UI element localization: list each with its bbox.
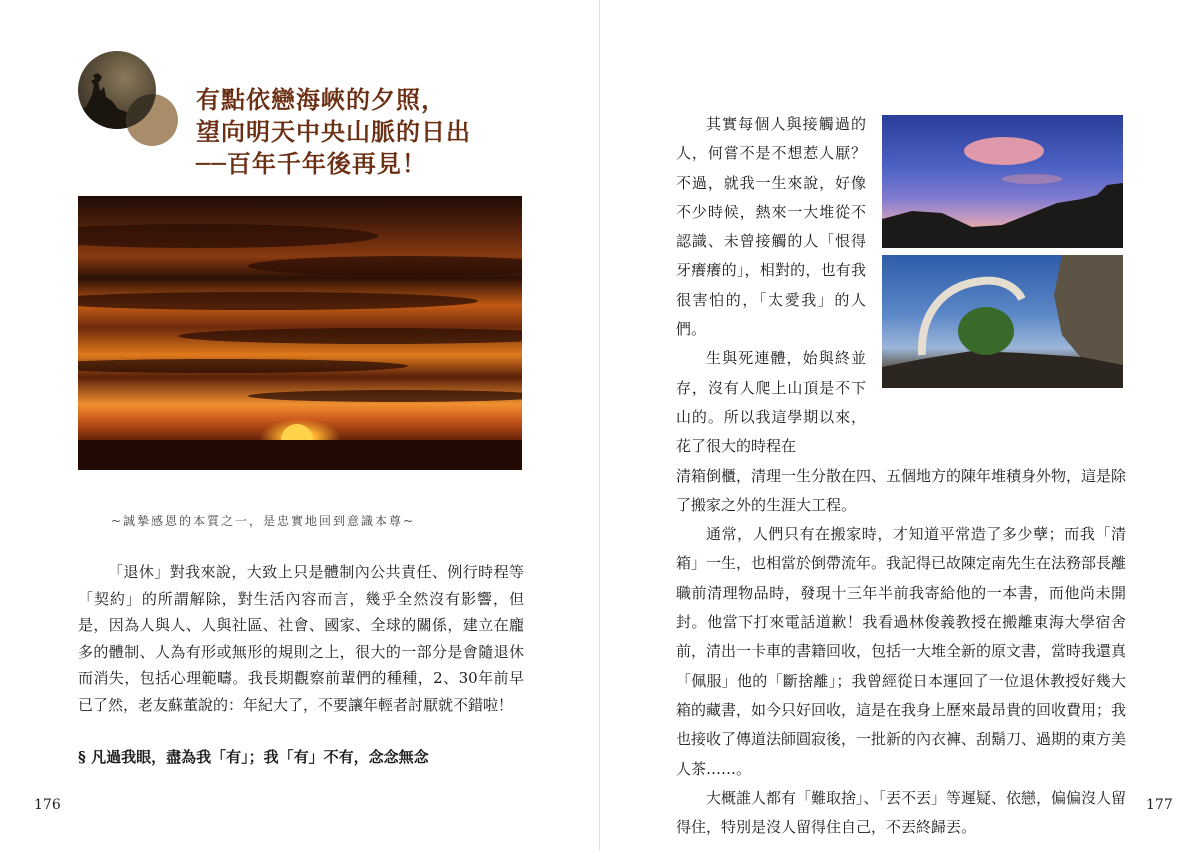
paragraph: 清箱倒櫃，清理一生分散在四、五個地方的陳年堆積身外物，這是除了搬家之外的生涯大工程。 <box>676 466 1127 514</box>
chapter-title <box>196 84 471 180</box>
right-body-text <box>676 110 1126 842</box>
sunset-photo <box>78 196 522 470</box>
left-body-text <box>78 559 524 718</box>
title-line-2: 望向明天中央山脈的日出 <box>196 117 471 146</box>
paragraph: 生與死連體，始與終並存，沒有人爬上山頂是不下山的。所以我這學期以來，花了很大的時程在 <box>676 349 866 456</box>
paragraph: 「退休」對我來說，大致上只是體制內公共責任、例行時程等「契約」的所謂解除，對生活內容而言，幾乎全然沒有影響，但是，因為人與人、人與社區、社會、國家、全球的關係，建立在龐多的體制、人為有形或無形的規則之上，很大的一部分是會隨退休而消失，包括心理範疇。我長期觀察前輩們的種種，2、30年前早已了然，老友蘇董說的：年紀大了，不要讓年輕者討厭就不錯啦！ <box>78 563 524 714</box>
paragraph: 通常，人們只有在搬家時，才知道平常造了多少孽；而我「清箱」一生，也相當於倒帶流年。我記得已故陳定南先生在法務部長離職前清理物品時，發現十三年半前我寄給他的一本書，而他尚未開封。他當下打來電話道歉！我看過林俊義教授在搬離東海大學宿舍前，清出一卡車的書籍回收，包括一大堆全新的原文書，當時我還真「佩服」他的「斷捨離」；我曾經從日本運回了一位退休教授好幾大箱的藏書，如今只好回收，這是在我身上歷來最昂貴的回收費用；我也接收了傳道法師圓寂後，一批新的內衣褲、刮鬍刀、過期的東方美人茶……。 <box>676 525 1127 778</box>
section-heading: § 凡過我眼，盡為我「有」；我「有」不有，念念無念 <box>78 748 429 766</box>
paragraph: 其實每個人與接觸過的人，何嘗不是不想惹人厭？不過，就我一生來說，好像不少時候，熱來一大堆從不認識、未曾接觸的人「恨得牙癢癢的」，相對的，也有我很害怕的，「太愛我」的人們。 <box>676 115 866 339</box>
narrow-column <box>676 110 866 462</box>
page-number-right: 177 <box>1146 797 1173 813</box>
page-number-left: 176 <box>34 797 61 813</box>
photo-caption: ~誠摯感恩的本質之一，是忠實地回到意識本尊~ <box>111 514 416 528</box>
title-line-3: ──百年千年後再見！ <box>196 149 427 178</box>
paragraph: 大概誰人都有「難取捨」、「丟不丟」等遲疑、依戀，偏偏沒人留得住，特別是沒人留得住自己，不丟終歸丟。 <box>676 788 1127 837</box>
title-line-1: 有點依戀海峽的夕照， <box>196 85 446 114</box>
